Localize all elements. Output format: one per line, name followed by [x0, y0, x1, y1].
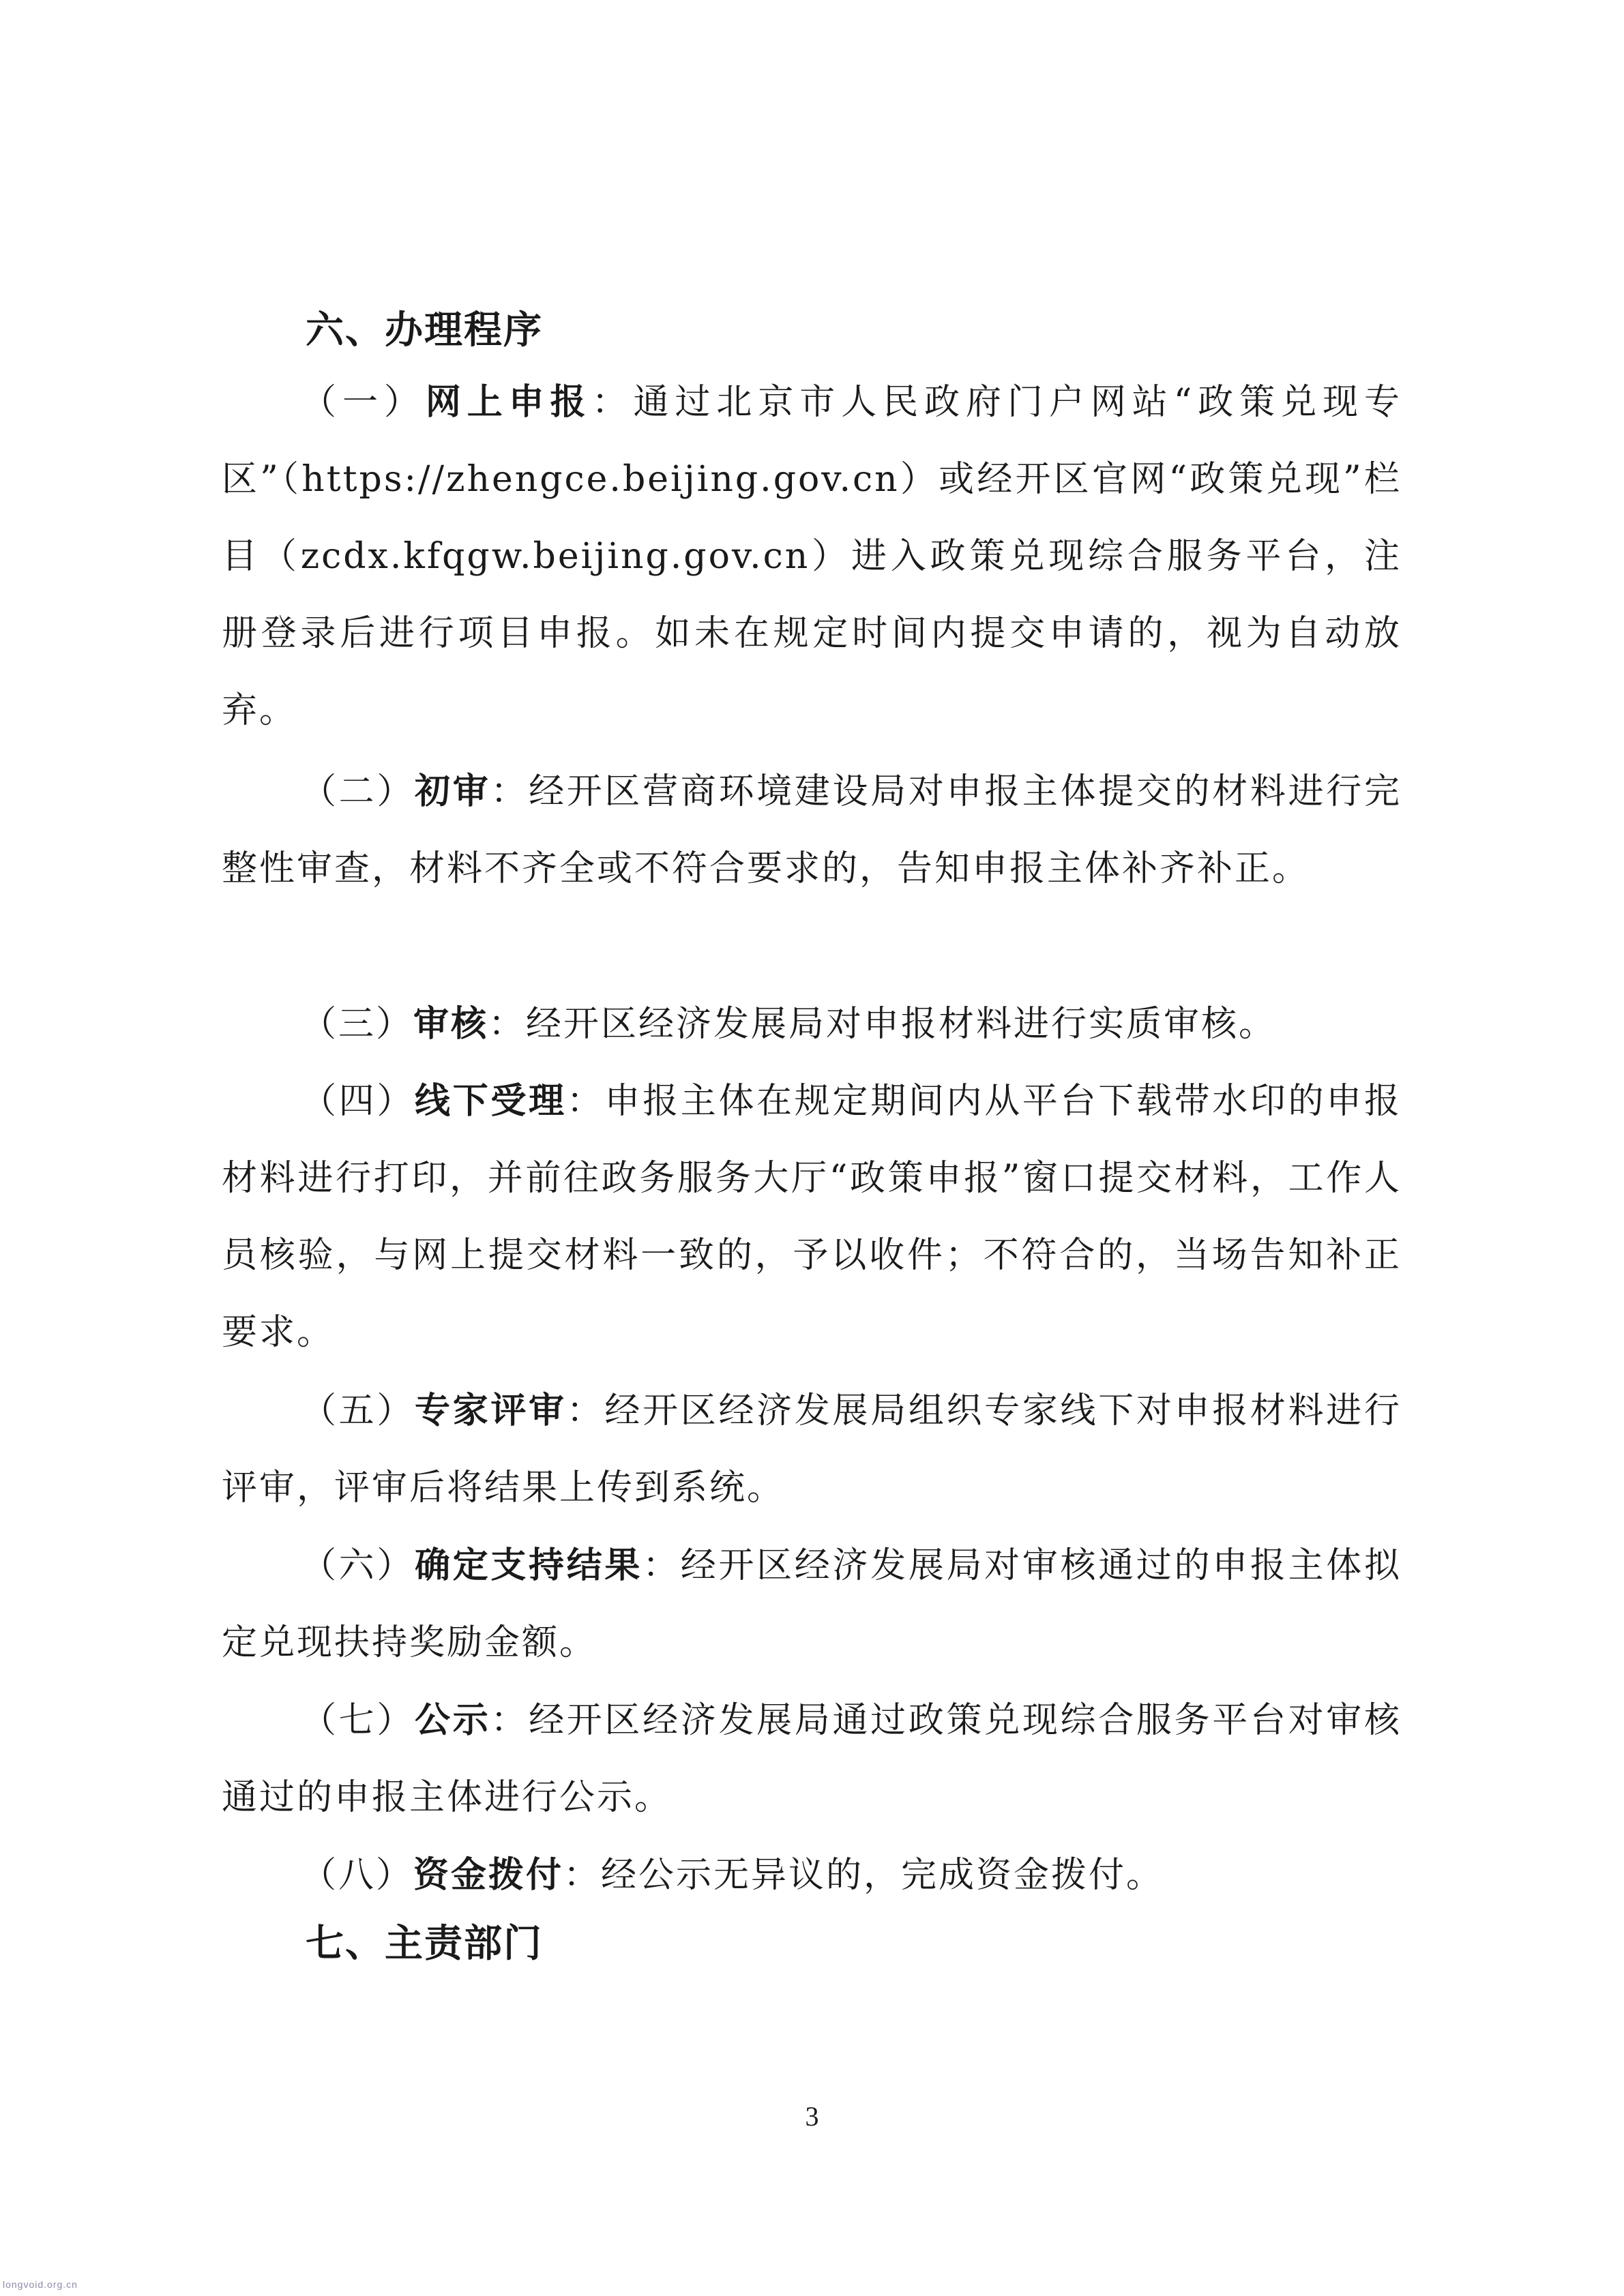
- step-fund-disbursement: [222, 1837, 1402, 1914]
- step-label: 网上申报: [425, 382, 592, 423]
- step-audit: [222, 986, 1402, 1063]
- step-label: 确定支持结果: [415, 1545, 643, 1586]
- step-text: ：申报主体在规定期间内从平台下载带水印的申报材料进行打印，并前往政务服务大厅“政策申报”窗口提交材料，工作人员核验，与网上提交材料一致的，予以收件；不符合的，当场告知补正要求。: [222, 1081, 1402, 1353]
- step-prefix: （八）: [301, 1855, 414, 1896]
- step-label: 审核: [413, 1004, 489, 1045]
- step-text: ：经开区经济发展局组织专家线下对申报材料进行评审，评审后将结果上传到系统。: [222, 1390, 1402, 1508]
- step-prefix: （七）: [301, 1700, 415, 1741]
- step-text: ：经公示无异议的，完成资金拨付。: [563, 1855, 1164, 1896]
- step-prefix: （二）: [301, 771, 415, 812]
- step-text: ：经开区经济发展局对申报材料进行实质审核。: [488, 1004, 1277, 1045]
- step-label: 公示: [415, 1700, 491, 1741]
- step-expert-review: [222, 1373, 1402, 1527]
- step-online-application: [222, 364, 1402, 749]
- step-prefix: （一）: [301, 382, 426, 423]
- step-prefix: （三）: [301, 1004, 414, 1045]
- step-text: ：经开区经济发展局通过政策兑现综合服务平台对审核通过的申报主体进行公示。: [222, 1700, 1402, 1818]
- step-determine-result: [222, 1527, 1402, 1682]
- step-prefix: （四）: [301, 1081, 415, 1122]
- step-offline-acceptance: [222, 1063, 1402, 1371]
- step-prefix: （五）: [301, 1390, 415, 1431]
- page-number: 3: [805, 2101, 819, 2132]
- watermark: longvoid.org.cn: [3, 2279, 78, 2290]
- step-text: ：经开区营商环境建设局对申报主体提交的材料进行完整性审查，材料不齐全或不符合要求的，告知申报主体补齐补正。: [222, 771, 1402, 889]
- step-label: 专家评审: [415, 1390, 567, 1431]
- step-label: 资金拨付: [413, 1855, 564, 1896]
- section-six-heading: 六、办理程序: [306, 308, 543, 353]
- step-publicity: [222, 1682, 1402, 1836]
- step-text: ：经开区经济发展局对审核通过的申报主体拟定兑现扶持奖励金额。: [222, 1545, 1402, 1663]
- section-seven-heading: 七、主责部门: [306, 1922, 543, 1966]
- step-text: ：通过北京市人民政府门户网站“政策兑现专区”（https://zhengce.beijing.gov.cn）或经开区官网“政策兑现”栏目（zcdx.kfqgw.beijing.gov.cn）进入政策兑现综合服务平台，注册登录后进行项目申报。如未在规定时间内提交申请的，视为自动放弃。: [222, 382, 1402, 731]
- step-label: 线下受理: [415, 1081, 567, 1122]
- step-prefix: （六）: [301, 1545, 415, 1586]
- step-preliminary-review: [222, 754, 1402, 908]
- step-label: 初审: [415, 771, 491, 812]
